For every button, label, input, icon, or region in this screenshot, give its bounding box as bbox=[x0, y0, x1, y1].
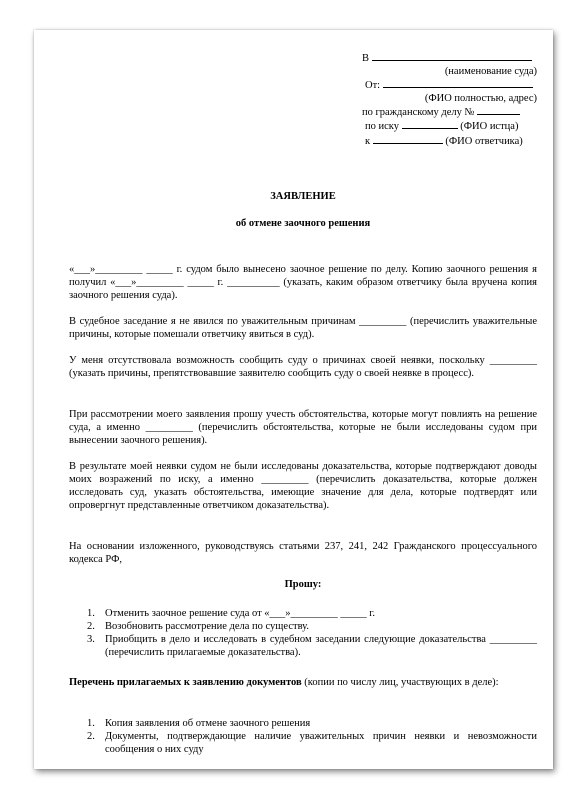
attachments-heading-bold: Перечень прилагаемых к заявлению документов bbox=[69, 677, 302, 688]
document-title: ЗАЯВЛЕНИЕ bbox=[270, 191, 336, 202]
request-text: Возобновить рассмотрение дела по существу. bbox=[105, 621, 309, 633]
request-text: Отменить заочное решение суда от «___»_________ _____ г. bbox=[105, 608, 376, 619]
request-item bbox=[87, 633, 537, 659]
court-prefix: В bbox=[362, 53, 370, 64]
attachments-heading-rest: (копии по числу лиц, участвующих в деле): bbox=[301, 677, 499, 688]
request-text: Приобщить в дело и исследовать в судебном заседании следующие доказательства _________ (перечислить прилагаемые доказательства). bbox=[105, 634, 537, 659]
defendant-line bbox=[362, 134, 537, 148]
case-line-label: по гражданскому делу № bbox=[362, 107, 475, 119]
document-page bbox=[34, 30, 553, 769]
paragraph-absence: В судебное заседание я не явился по уважительным причинам _________ (перечислить уважительные причины, которые помешали ответчику явиться в суд). bbox=[69, 316, 537, 341]
request-item bbox=[87, 620, 537, 633]
paragraph-decision: «___»_________ _____ г. судом было вынесено заочное решение по делу. Копию заочного решения я получил «___»_________ _____ г. __________ (указать, каким образом ответчику была вручена копия заочного решения суда). bbox=[69, 264, 537, 302]
from-line bbox=[362, 78, 537, 92]
defendant-hint: (ФИО ответчика) bbox=[445, 135, 523, 147]
attachment-item bbox=[87, 730, 537, 756]
document-subtitle: об отмене заочного решения bbox=[235, 218, 371, 229]
list-number: 2. bbox=[87, 621, 95, 633]
case-number-blank bbox=[477, 105, 520, 115]
paragraph-no-notice: У меня отсутствовала возможность сообщить суду о причинах своей неявки, поскольку _________ (указать причины, препятствовавшие заявителю сообщить суду о своей неявке в процесс). bbox=[69, 355, 537, 380]
defendant-blank bbox=[373, 134, 443, 144]
claim-prefix: по иску bbox=[365, 121, 399, 133]
request-list bbox=[87, 607, 537, 659]
attachment-text: Копия заявления об отмене заочного решения bbox=[105, 718, 311, 729]
fio-hint: (ФИО полностью, адрес) bbox=[424, 93, 537, 105]
court-line bbox=[362, 51, 537, 65]
from-prefix: От: bbox=[365, 80, 381, 92]
claimant-blank bbox=[402, 119, 458, 129]
court-blank bbox=[372, 51, 532, 61]
paragraph-legal-basis: На основании изложенного, руководствуясь статьями 237, 241, 242 Гражданского процессуального кодекса РФ, bbox=[69, 541, 537, 566]
claim-line bbox=[362, 119, 537, 133]
request-heading: Прошу: bbox=[284, 579, 322, 590]
address-block bbox=[362, 51, 537, 148]
paragraph-evidence: В результате моей неявки судом не были исследованы доказательства, которые подтверждают доводы моих возражений по иску, а именно _________ (перечислить доказательства, которые должен исследовать суд, указать обстоятельства, имеющие значение для дела, которые подтвердят или опровергнут представленные ответчиком доказательства). bbox=[69, 461, 537, 512]
attachment-text: Документы, подтверждающие наличие уважительных причин неявки и невозможности сообщения о них суду bbox=[105, 731, 537, 756]
list-number: 3. bbox=[87, 634, 95, 646]
list-number: 1. bbox=[87, 718, 95, 729]
list-number: 2. bbox=[87, 731, 95, 743]
court-hint: (наименование суда) bbox=[444, 66, 537, 78]
claimant-hint: (ФИО истца) bbox=[460, 121, 519, 133]
case-line bbox=[362, 105, 537, 119]
paragraph-circumstances: При рассмотрении моего заявления прошу учесть обстоятельства, которые могут повлиять на решение суда, а именно _________ (перечислить обстоятельства, которые не были исследованы судом при вынесении заочного решения). bbox=[69, 409, 537, 447]
attachments-list bbox=[87, 717, 537, 756]
attachment-item bbox=[87, 717, 537, 730]
list-number: 1. bbox=[87, 608, 95, 619]
from-blank bbox=[383, 78, 533, 88]
defendant-prefix: к bbox=[365, 135, 371, 147]
attachments-heading bbox=[69, 676, 537, 689]
request-item bbox=[87, 607, 537, 620]
